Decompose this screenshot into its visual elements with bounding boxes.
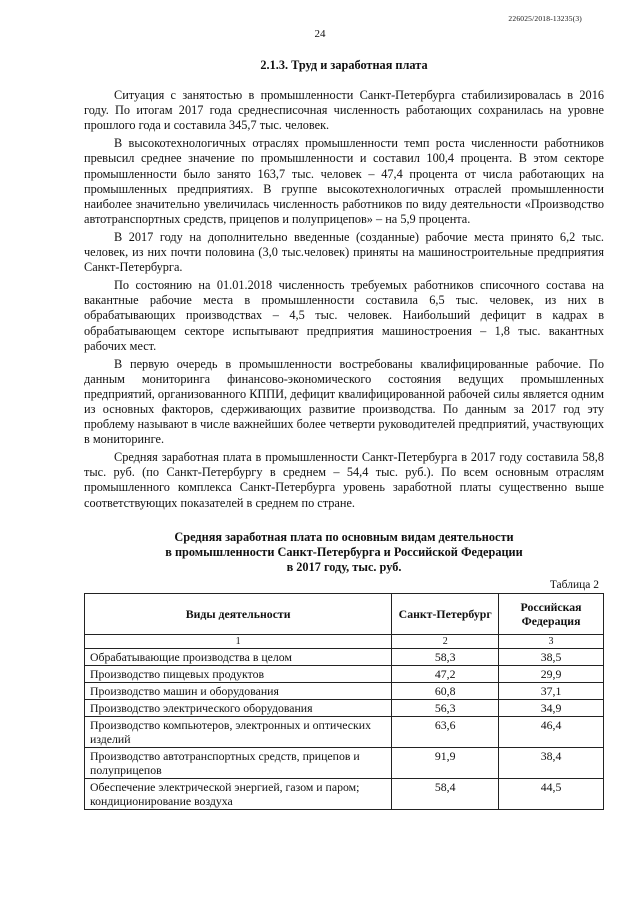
table-title-line: в 2017 году, тыс. руб. — [286, 560, 402, 575]
rf-value: 38,4 — [499, 748, 604, 779]
column-number: 2 — [392, 635, 499, 649]
document-id: 226025/2018-13235(3) — [508, 14, 582, 23]
paragraph: В 2017 году на дополнительно введенные (созданные) рабочие места принято 6,2 тыс. человек, из них почти половина (3,0 тыс.человек) приняты на машиностроительные предприятия Санкт-Петербурга. — [84, 229, 604, 275]
activity-name: Производство автотранспортных средств, прицепов и полуприцепов — [85, 748, 392, 779]
column-number: 3 — [499, 635, 604, 649]
table-title — [84, 530, 604, 576]
table-row — [85, 748, 604, 779]
table-title-line: Средняя заработная плата по основным видам деятельности — [174, 529, 514, 544]
rf-value: 44,5 — [499, 779, 604, 810]
rf-value: 34,9 — [499, 700, 604, 717]
spb-value: 63,6 — [392, 717, 499, 748]
activity-name: Производство пищевых продуктов — [85, 666, 392, 683]
activity-name: Производство машин и оборудования — [85, 683, 392, 700]
spb-value: 60,8 — [392, 683, 499, 700]
rf-value: 29,9 — [499, 666, 604, 683]
table-row — [85, 666, 604, 683]
rf-value: 37,1 — [499, 683, 604, 700]
paragraph: По состоянию на 01.01.2018 численность требуемых работников списочного состава на вакантные рабочие места в промышленности составила 6,5 тыс. человек, из них в обрабатывающих производствах – 4,5 тыс. человек. Наибольший дефицит в кадрах в обрабатывающем секторе испытывают предприятия машиностроения – 1,8 тыс. вакантных рабочих мест. — [84, 278, 604, 353]
paragraph: Ситуация с занятостью в промышленности Санкт-Петербурга стабилизировалась в 2016 году. По итогам 2017 года среднесписочная численность работающих сохранилась на уровне прошлого года и составила 345,7 тыс. человек. — [84, 88, 604, 133]
table-label: Таблица 2 — [549, 579, 599, 592]
table-row — [85, 700, 604, 717]
activity-name: Обрабатывающие производства в целом — [85, 649, 392, 666]
table-row — [85, 683, 604, 700]
spb-value: 58,3 — [392, 649, 499, 666]
paragraph: В первую очередь в промышленности востребованы квалифицированные рабочие. По данным мониторинга финансово-экономического состояния ведущих промышленных предприятий, организованного КППИ, дефицит квалифицированной рабочей силы является одним из основных факторов, сдерживающих развитие производства. По данным за 2017 год эту проблему называют в числе важнейших более четверти руководителей предприятий, участвующих в мониторинге. — [84, 356, 604, 447]
table-row — [85, 717, 604, 748]
activity-name: Производство компьютеров, электронных и оптических изделий — [85, 717, 392, 748]
spb-value: 56,3 — [392, 700, 499, 717]
column-header-rf: Российская Федерация — [499, 594, 604, 635]
table-header-row — [85, 594, 604, 635]
spb-value: 47,2 — [392, 666, 499, 683]
column-header-spb: Санкт-Петербург — [392, 594, 499, 635]
activity-name: Обеспечение электрической энергией, газом и паром; кондиционирование воздуха — [85, 779, 392, 810]
paragraph: В высокотехнологичных отраслях промышленности темп роста численности работников превысил среднее значение по промышленности и составил 100,4 процента. В этом секторе промышленности было занято 163,7 тыс. человек – 47,4 процента от числа работающих на промышленных предприятиях. В группе высокотехнологичных отраслей промышленности наиболее значительно увеличилась численность работников по виду деятельности «Производство автотранспортных средств, прицепов и полуприцепов» – на 5,9 процента. — [84, 136, 604, 226]
table-title-line: в промышленности Санкт-Петербурга и Российской Федерации — [165, 544, 523, 559]
table-row — [85, 779, 604, 810]
activity-name: Производство электрического оборудования — [85, 700, 392, 717]
section-title: 2.1.3. Труд и заработная плата — [260, 58, 428, 72]
column-number: 1 — [85, 635, 392, 649]
paragraph: Средняя заработная плата в промышленности Санкт-Петербурга в 2017 году составила 58,8 тыс. руб. (по Санкт-Петербургу в среднем – 54,4 тыс. руб.). По всем основным отраслям промышленного комплекса Санкт-Петербурга уровень заработной платы существенно выше соответствующих показателей в среднем по стране. — [84, 450, 604, 510]
rf-value: 46,4 — [499, 717, 604, 748]
salary-table — [84, 593, 604, 810]
table-row — [85, 649, 604, 666]
page-content — [84, 58, 604, 810]
rf-value: 38,5 — [499, 649, 604, 666]
column-header-activity: Виды деятельности — [85, 594, 392, 635]
spb-value: 91,9 — [392, 748, 499, 779]
page-number: 24 — [314, 28, 326, 40]
spb-value: 58,4 — [392, 779, 499, 810]
column-number-row — [85, 635, 604, 649]
